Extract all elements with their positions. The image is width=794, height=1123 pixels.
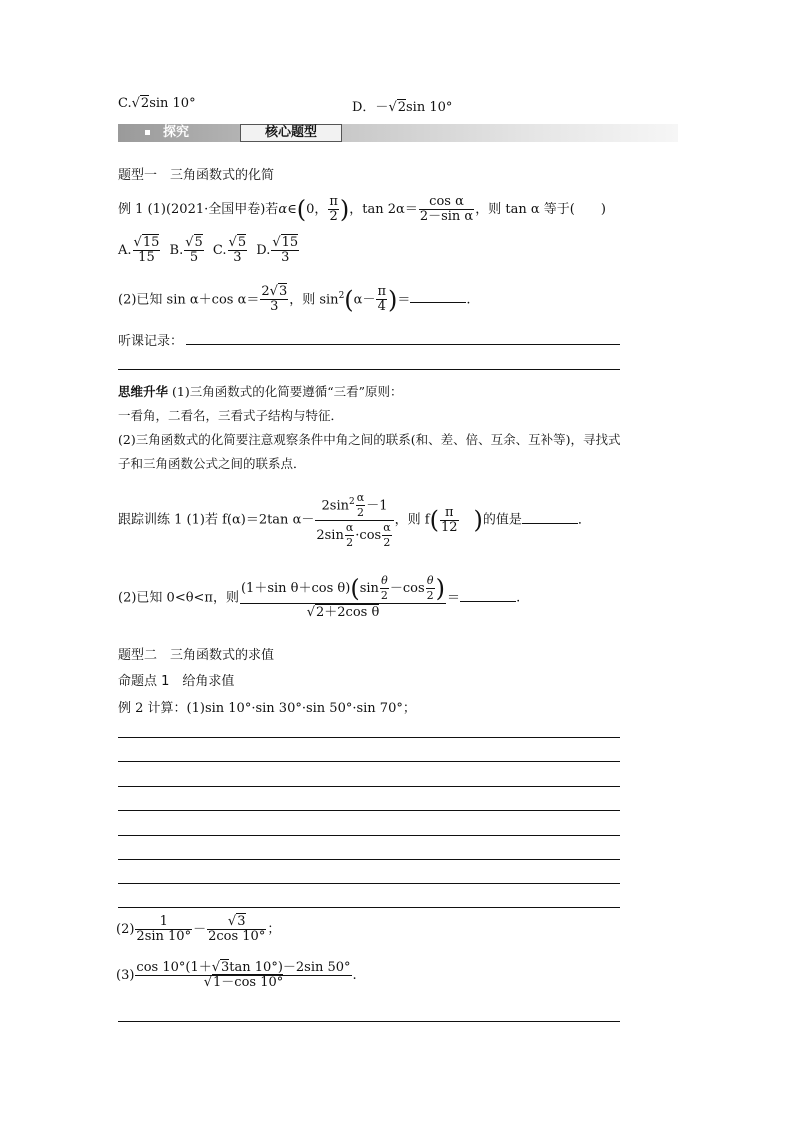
answer-line[interactable] — [118, 1021, 620, 1022]
point1-title: 命题点 1 给角求值 — [118, 674, 235, 689]
answer-line[interactable] — [118, 907, 620, 908]
choice-b: B. $\frac{√5}{5}$ — [169, 235, 203, 265]
choice-c: C. $\frac{√5}{3}$ — [212, 235, 247, 265]
option-c: C.√2sin 10° — [118, 96, 196, 111]
answer-blank[interactable] — [410, 290, 466, 303]
section-bar — [118, 124, 678, 142]
example2-q1: 例 2 计算：(1)sin 10°·sin 30°·sin 50°·sin 70°； — [118, 701, 416, 716]
example1-choices — [118, 236, 300, 265]
example2-q2: (2) $\frac{1}{2\sin 10^\circ}$ － $\frac{√3}{2\cos 10^\circ}$ ； — [116, 914, 281, 944]
section-label-explore: 探究 — [145, 124, 197, 142]
answer-line[interactable] — [118, 835, 620, 836]
option-d: D．－√2sin 10° — [352, 100, 453, 115]
follow1-q2: (2)已知 0<θ<π，则 (1＋sin θ＋cos θ)(sin $\frac{\theta}{2}$ －cos $\frac{\theta}{2}$ ) √2＋2cos θ ＝ . — [118, 574, 521, 620]
answer-line[interactable] — [118, 810, 620, 811]
notes-line-1[interactable] — [186, 344, 620, 345]
answer-blank[interactable] — [460, 589, 516, 602]
type2-title: 题型二 三角函数式的求值 — [118, 648, 275, 663]
answer-line[interactable] — [118, 883, 620, 884]
type1-title: 题型一 三角函数式的化简 — [118, 168, 275, 183]
answer-line[interactable] — [118, 761, 620, 762]
choice-d: D. $\frac{√15}{3}$ — [256, 235, 299, 265]
thinking-title: 思维升华 — [118, 384, 169, 399]
answer-line[interactable] — [118, 859, 620, 860]
answer-line[interactable] — [118, 786, 620, 787]
example1-q1: 例 1 (1)(2021·全国甲卷)若α∈(0， $\frac{\pi}{2}$ )，tan 2α＝ $\frac{\text{cos α}}{\text{2－sin α}}$ ，则 tan α 等于( ) — [118, 194, 606, 224]
example2-q3: (3) $\frac{\cos 10^\circ(1+√3\tan 10^\circ)-2\sin 50^\circ}{√1-\cos 10^\circ}$ . — [116, 960, 357, 990]
follow1-q1: 跟踪训练 1 (1)若 f(α)＝2tan α－ $2\sin^2$ $\frac{\alpha}{2}$ －1 2sin $\frac{\alpha}{2}$ ·cos $\frac{\alpha}{2}$ ，则 f( $\frac{\pi}{12}$ )的值是 ． — [118, 491, 591, 550]
notes-label: 听课记录： — [118, 334, 184, 349]
example1-q2: (2)已知 sin α＋cos α＝ $\frac{2√3}{3}$ ，则 $\sin^2(\alpha-$ $\frac{\pi}{4}$ )＝ . — [118, 284, 471, 315]
answer-line[interactable] — [118, 737, 620, 738]
section-label-core: 核心题型 — [240, 124, 342, 142]
choice-a: A. $\frac{√15}{15}$ — [118, 235, 160, 265]
answer-blank[interactable] — [522, 511, 578, 524]
square-bullet-icon — [145, 130, 150, 135]
notes-line-2[interactable] — [118, 369, 620, 370]
thinking-block: 思维升华 (1)三角函数式的化简要遵循“三看”原则： 一看角，二看名，三看式子结构与特征． (2)三角函数式的化简要注意观察条件中角之间的联系(和、差、倍、互余、互补等)，寻找式 子和三角函数公式之间的联系点． — [118, 384, 621, 471]
